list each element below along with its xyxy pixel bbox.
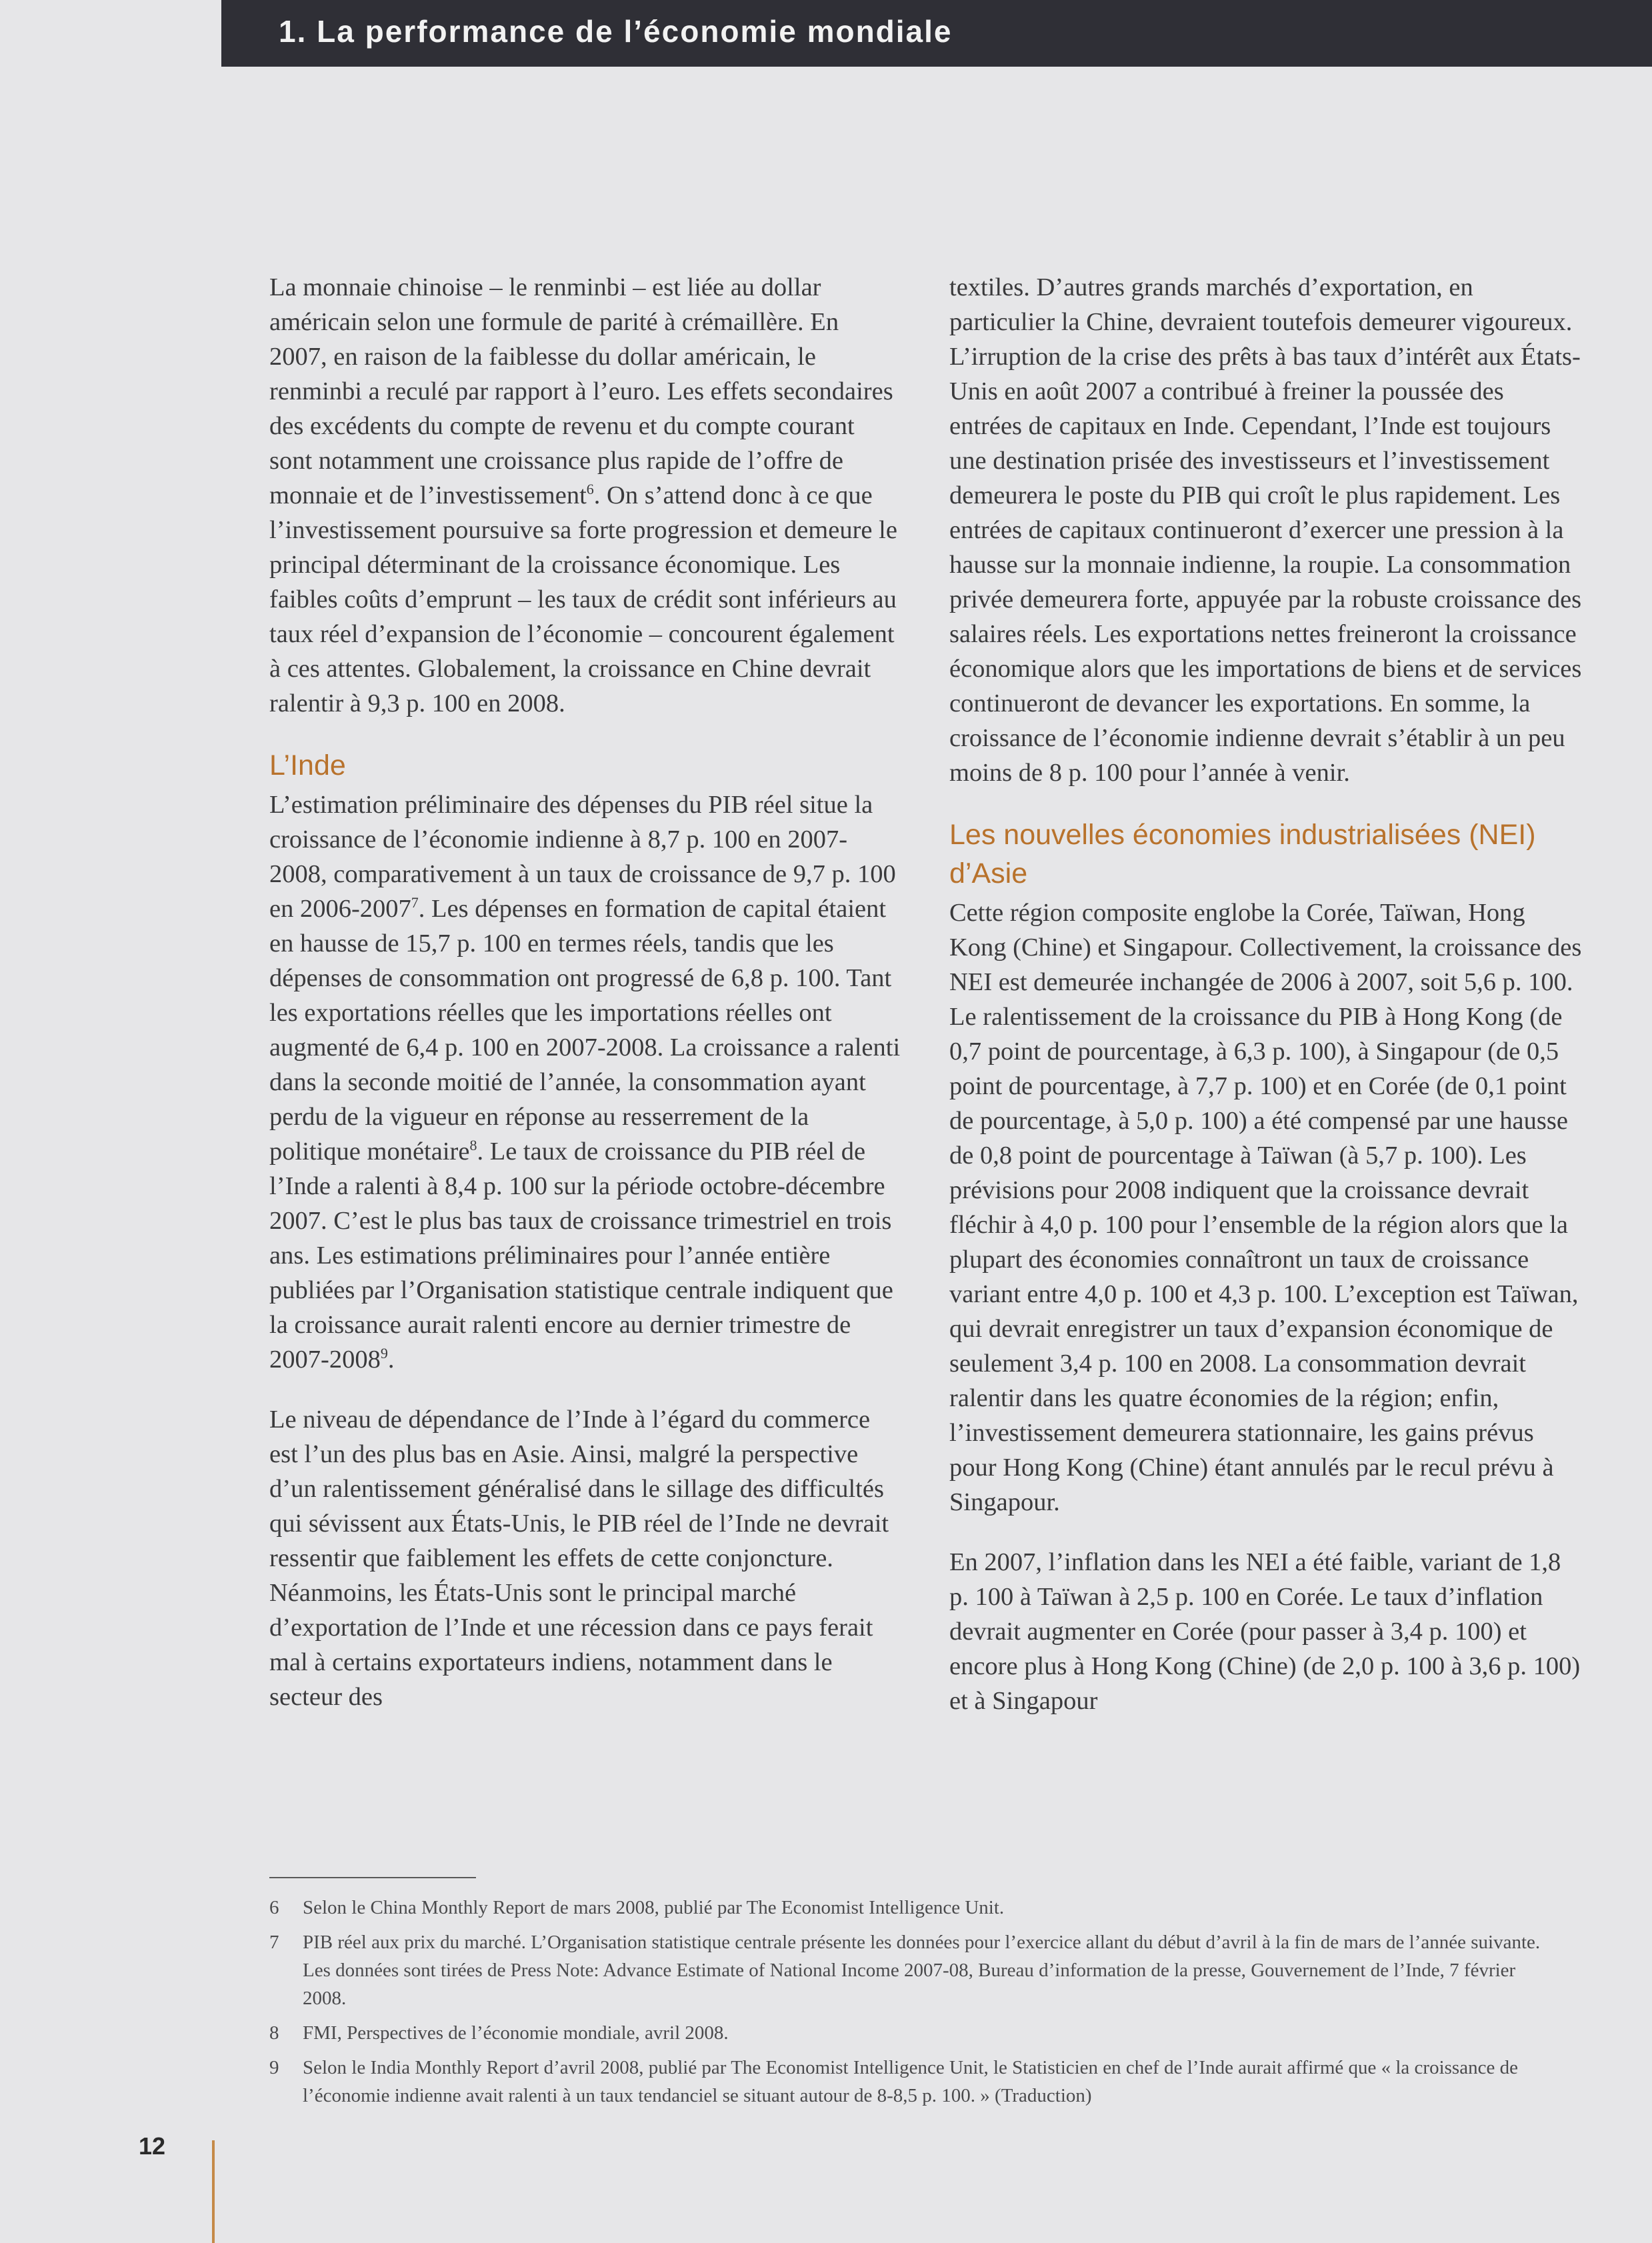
right-column bbox=[949, 270, 1583, 1718]
footnote bbox=[269, 1928, 1543, 2012]
heading-inde: L’Inde bbox=[269, 749, 346, 781]
paragraph-inde-1 bbox=[269, 787, 903, 1377]
footnote-number: 8 bbox=[269, 2022, 279, 2044]
footnote-ref: 9 bbox=[380, 1345, 388, 1362]
paragraph-text: . Le taux de croissance du PIB réel de l’Inde a ralenti à 8,4 p. 100 sur la période octobre-décembre 2007. C’est le plus bas taux de croissance trimestriel en trois ans. Les estimations préliminaires pour l’année entière publiées par l’Organisation statistique centrale indiquent que la croissance aurait ralenti encore au dernier trimestre de 2007-2008 bbox=[269, 1138, 893, 1374]
left-column bbox=[269, 270, 903, 1714]
footnote bbox=[269, 1894, 1543, 1922]
footnote-number: 7 bbox=[269, 1932, 279, 1953]
paragraph-inde-2: Le niveau de dépendance de l’Inde à l’égard du commerce est l’un des plus bas en Asie. Ainsi, malgré la perspective d’un ralentissement généralisé dans le sillage des difficultés qui sévissent aux États-Unis, le PIB réel de l’Inde ne devrait ressentir que faiblement les effets de cette conjoncture. Néanmoins, les États-Unis sont le principal marché d’exportation de l’Inde et une récession dans ce pays ferait mal à certains exportateurs indiens, notamment dans le secteur des bbox=[269, 1406, 889, 1711]
paragraph-text: . On s’attend donc à ce que l’investissement poursuive sa forte progression et demeure le principal déterminant de la croissance économique. Les faibles coûts d’emprunt – les taux de crédit sont inférieurs au taux réel d’expansion de l’économie – concourent également à ces attentes. Globalement, la croissance en Chine devrait ralentir à 9,3 p. 100 en 2008. bbox=[269, 481, 897, 717]
footnote-text: Selon le India Monthly Report d’avril 2008, publié par The Economist Intelligence Unit, le Statisticien en chef de l’Inde aurait affirmé que « la croissance de l’économie indienne avait ralenti à un taux tendanciel se situant autour de 8-8,5 p. 100. » (Traduction) bbox=[303, 2057, 1518, 2106]
footnote-ref: 7 bbox=[411, 894, 419, 911]
footnote-text: FMI, Perspectives de l’économie mondiale, avril 2008. bbox=[303, 2022, 729, 2044]
footnote-text: Selon le China Monthly Report de mars 2008, publié par The Economist Intelligence Unit. bbox=[303, 1897, 1005, 1918]
chapter-header bbox=[221, 0, 1652, 67]
footnote-divider bbox=[269, 1877, 476, 1878]
paragraph-text: . Les dépenses en formation de capital étaient en hausse de 15,7 p. 100 en termes réels, tandis que les dépenses de consommation ont progressé de 6,8 p. 100. Tant les exportations réelles que les importations réelles ont augmenté de 6,4 p. 100 en 2007-2008. La croissance a ralenti dans la seconde moitié de l’année, la consommation ayant perdu de la vigueur en réponse au resserrement de la politique monétaire bbox=[269, 895, 901, 1166]
footnote-ref: 6 bbox=[586, 481, 594, 498]
margin-rule bbox=[212, 2140, 215, 2243]
paragraph-china bbox=[269, 270, 903, 721]
footnote-number: 6 bbox=[269, 1897, 279, 1918]
paragraph-inde-cont: textiles. D’autres grands marchés d’exportation, en particulier la Chine, devraient toutefois demeurer vigoureux. L’irruption de la crise des prêts à bas taux d’intérêt aux États-Unis en août 2007 a contribué à freiner la poussée des entrées de capitaux en Inde. Cependant, l’Inde est toujours une destination prisée des investisseurs et l’investissement demeurera le poste du PIB qui croît le plus rapidement. Les entrées de capitaux continueront d’exercer une pression à la hausse sur la monnaie indienne, la roupie. La consommation privée demeurera forte, appuyée par la robuste croissance des salaires réels. Les exportations nettes freineront la croissance économique alors que les importations de biens et de services continueront de devancer les exportations. En somme, la croissance de l’économie indienne devrait s’établir à un peu moins de 8 p. 100 pour l’année à venir. bbox=[949, 273, 1582, 787]
footnotes bbox=[269, 1894, 1543, 2116]
footnote-ref: 8 bbox=[469, 1137, 477, 1154]
paragraph-nei-2: En 2007, l’inflation dans les NEI a été faible, variant de 1,8 p. 100 à Taïwan à 2,5 p. 100 en Corée. Le taux d’inflation devrait augmenter en Corée (pour passer à 3,4 p. 100) et encore plus à Hong Kong (Chine) (de 2,0 p. 100 à 3,6 p. 100) et à Singapour bbox=[949, 1548, 1581, 1715]
footnote bbox=[269, 2054, 1543, 2110]
footnote-number: 9 bbox=[269, 2057, 279, 2078]
paragraph-nei-1: Cette région composite englobe la Corée, Taïwan, Hong Kong (Chine) et Singapour. Collectivement, la croissance des NEI est demeurée inchangée de 2006 à 2007, soit 5,6 p. 100. Le ralentissement de la croissance du PIB à Hong Kong (de 0,7 point de pourcentage, à 6,3 p. 100), à Singapour (de 0,5 point de pourcentage, à 7,7 p. 100) et en Corée (de 0,1 point de pourcentage, à 5,0 p. 100) a été compensé par une hausse de 0,8 point de pourcentage à Taïwan (à 5,7 p. 100). Les prévisions pour 2008 indiquent que la croissance devrait fléchir à 4,0 p. 100 pour l’ensemble de la région alors que la plupart des économies connaîtront un taux de croissance variant entre 4,0 p. 100 et 4,3 p. 100. L’exception est Taïwan, qui devrait enregistrer un taux d’expansion économique de seulement 3,4 p. 100 en 2008. La consommation devrait ralentir dans les quatre économies de la région; enfin, l’investissement demeurera stationnaire, les gains prévus pour Hong Kong (Chine) étant annulés par le recul prévu à Singapour. bbox=[949, 899, 1582, 1516]
paragraph-text: L’estimation préliminaire des dépenses du PIB réel situe la croissance de l’économie indienne à 8,7 p. 100 en 2007-2008, comparativement à un taux de croissance de 9,7 p. 100 en 2006-2007 bbox=[269, 791, 896, 923]
paragraph-text: . bbox=[387, 1346, 395, 1374]
heading-nei: Les nouvelles économies industrialisées (NEI) d’Asie bbox=[949, 819, 1536, 889]
footnote-text: PIB réel aux prix du marché. L’Organisation statistique centrale présente les données pour l’exercice allant du début d’avril à la fin de mars de l’année suivante. Les données sont tirées de Press Note: Advance Estimate of National Income 2007-08, Bureau d’information de la presse, Gouvernement de l’Inde, 7 février 2008. bbox=[303, 1932, 1541, 2009]
footnote bbox=[269, 2019, 1543, 2047]
chapter-title: 1. La performance de l’économie mondiale bbox=[279, 14, 953, 49]
page-number: 12 bbox=[139, 2132, 166, 2160]
paragraph-text: La monnaie chinoise – le renminbi – est liée au dollar américain selon une formule de parité à crémaillère. En 2007, en raison de la faiblesse du dollar américain, le renminbi a reculé par rapport à l’euro. Les effets secondaires des excédents du compte de revenu et du compte courant sont notamment une croissance plus rapide de l’offre de monnaie et de l’investissement bbox=[269, 273, 893, 509]
